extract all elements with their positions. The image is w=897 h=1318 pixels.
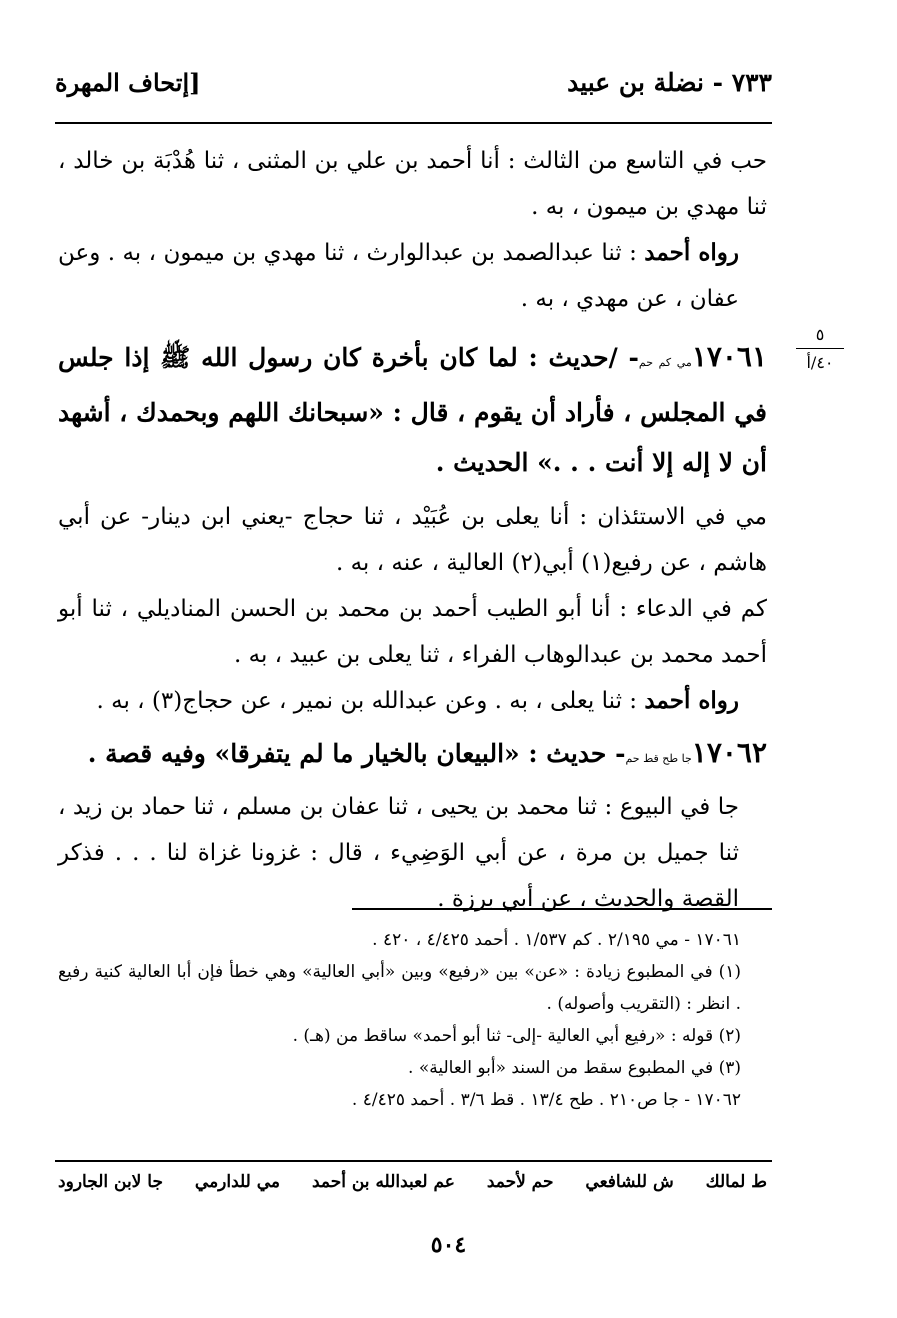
footnotes (58, 924, 767, 1116)
paragraph-5-lead: رواه أحمد (644, 687, 739, 714)
book-title: [إتحاف المهرة (55, 68, 201, 97)
paragraph-1: حب في التاسع من الثالث : أنا أحمد بن علي بن المثنى ، ثنا هُدْبَة بن خالد ، ثنا مهدي بن ميمون ، به . (58, 148, 767, 220)
paragraph-2-text: : ثنا عبدالصمد بن عبدالوارث ، ثنا مهدي بن ميمون ، به . وعن عفان ، عن مهدي ، به . (58, 240, 739, 312)
footnote-3: (٣) في المطبوع سقط من السند «أبو العالية» . (408, 1058, 741, 1078)
legend-rule (55, 1160, 772, 1162)
footnote-rule (352, 908, 772, 910)
hadith-number-17062: ١٧٠٦٢ (691, 736, 767, 769)
margin-note (796, 325, 844, 372)
paragraph-5-text: : ثنا يعلى ، به . وعن عبدالله بن نمير ، عن حجاج(٣) ، به . (96, 688, 645, 714)
page-header (55, 68, 772, 108)
footnote-1: (١) في المطبوع زيادة : «عن» بين «رفيع» وبين «أبي العالية» وهي خطأ فإن أبا العالية كنية رفيع . انظر : (التقريب وأصوله) . (58, 962, 741, 1014)
paragraph-5 (58, 678, 767, 724)
legend-item: مي للدارمي (194, 1172, 281, 1192)
hadith-sigla-17061: مي كم حم (638, 356, 692, 369)
hadith-number-17061: ١٧٠٦١ (691, 340, 768, 373)
hadith-sigla-17062: جا طح قط حم (625, 752, 692, 765)
margin-divider (796, 348, 844, 349)
legend-item: ط لمالك (705, 1172, 767, 1192)
footnote-ref-17062: ١٧٠٦٢ - جا ص٢١٠ . طح ١٣/٤ . قط ٣/٦ . أحمد ٤/٤٢٥ . (351, 1090, 741, 1110)
running-title: ٧٣٣ - نضلة بن عبيد (567, 68, 772, 97)
margin-line-number: ٥ (815, 325, 825, 344)
main-text (58, 138, 767, 922)
footnote-ref-17061: ١٧٠٦١ - مي ٢/١٩٥ . كم ١/٥٣٧ . أحمد ٤/٤٢٥ ، ٤٢٠ . (372, 930, 741, 950)
paragraph-2-lead: رواه أحمد (644, 239, 740, 266)
paragraph-2 (58, 230, 767, 322)
legend-item: عم لعبدالله بن أحمد (311, 1172, 455, 1192)
paragraph-6: جا في البيوع : ثنا محمد بن يحيى ، ثنا عفان بن مسلم ، ثنا حماد بن زيد ، ثنا جميل بن مرة ، عن أبي الوَضِيء ، قال : غزونا غزاة لنا . . . فذكر القصة والحديث ، عن أبي برزة . (58, 794, 739, 912)
margin-folio: ٤٠/أ (806, 353, 834, 372)
hadith-17061 (58, 332, 767, 488)
legend-item: حم لأحمد (486, 1172, 554, 1192)
paragraph-3: مي في الاستئذان : أنا يعلى بن عُبَيْد ، ثنا حجاج -يعني ابن دينار- عن أبي هاشم ، عن رفيع(١) أبي(٢) العالية ، عنه ، به . (58, 504, 767, 576)
hadith-17062 (58, 728, 767, 784)
paragraph-4: كم في الدعاء : أنا أبو الطيب أحمد بن محمد بن الحسن المناديلي ، ثنا أبو أحمد محمد بن عبدالوهاب الفراء ، ثنا يعلى بن عبيد ، به . (58, 596, 767, 668)
header-rule (55, 122, 772, 124)
hadith-text-17061: - /حديث : لما كان بأخرة كان رسول الله ﷺ إذا جلس في المجلس ، فأراد أن يقوم ، قال : «سبحانك اللهم وبحمدك ، أشهد أن لا إله إلا أنت . . .» الحديث . (58, 343, 767, 477)
legend-item: ش للشافعي (585, 1172, 674, 1192)
legend-item: جا لابن الجارود (58, 1172, 163, 1192)
footnote-2: (٢) قوله : «رفيع أبي العالية -إلى- ثنا أبو أحمد» ساقط من (هـ) . (292, 1026, 741, 1046)
hadith-text-17062: - حديث : «البيعان بالخيار ما لم يتفرقا» وفيه قصة . (87, 739, 626, 768)
sigla-legend (58, 1172, 767, 1192)
page-number: ٥٠٤ (430, 1232, 467, 1258)
